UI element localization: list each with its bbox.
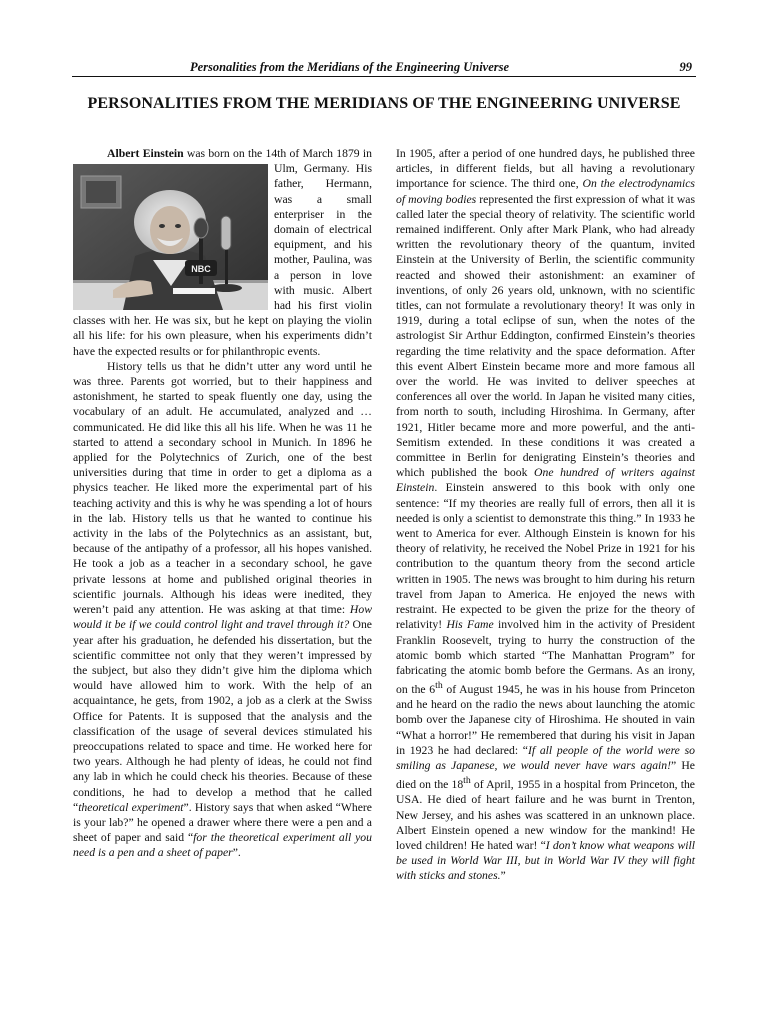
microphone-label: NBC — [191, 264, 211, 275]
paragraph-career: In 1905, after a period of one hundred days, he published three articles, in different fields, but all having a revolutionary importance for science. The third one, On the electrodynamics of moving bodies represented the first expression of what it was called later the special theory of relativity. The scientific world remained indifferent. Only after Mark Plank, who had already written the revolutionary theory of the quantum, invited Einstein at the University of Berlin, the scientific community reacted and showed their astonishment: an examiner of inventions, of only 26 years old, unknown, with no scientific titles, can not formulate a revolutionary theory! It was only in 1919, during a total eclipse of sun, when the notes of the astrologist Sir Arthur Eddington, confirmed Einstein’s theories regarding the time relativity and the space deformation. After this event Albert Einstein became more and more famous all over the world. He was invited to deliver speeches at conferences all over the world. In Japan he visited many cities, from north to south, including Hiroshima. In Germany, after 1921, Hitler became more and more powerful, and the anti-Semitism extended. In these conditions it was created a committee in Berlin for denigrating Einstein’s theories and which published the book One hundred of writers against Einstein. Einstein answered to this book with only one sentence: “If my theories are really full of errors, then all it is needed is only a scientist to demonstrate this thing.” In 1933 he went to America for ever. Although Einstein is known for his theory of relativity, he received the Nobel Prize in 1921 for his contribution to the quantum theory from the second article written in 1905. The news was brought to him during his return travel from Japan to America. He enjoyed the news with restraint. He expected to be given the prize for the theory of relativity! His Fame involved him in the activity of President Franklin Roosevelt, trying to hurry the construction of the atomic bomb which started “The Manhattan Program” for fabricating the atomic bomb before the Germans. As an irony, on the 6th of August 1945, he was in his house from Princeton and he heard on the radio the news about launching the atomic bomb over the Japanese city of Hiroshima. He shouted in vain “What a horror!” He remembered that during his visit in Japan in 1923 he had declared: “If all people of the world were so smiling as Japanese, we would never have wars again!” He died on the 18th of April, 1955 in a hospital from Princeton, the USA. He died of heart failure and he was burnt in Trenton, New Jersey, and his ashes was scattered in an unknown place. Albert Einstein opened a new window for the mankind! He loved children! He hated war! “I don’t know what weapons will be used in World War III, but in World War IV they will fight with sticks and stones.” — [396, 147, 696, 883]
pen-paper-quote: for the theoretical experiment all you need is a pen and a sheet of paper — [73, 831, 372, 860]
war-quote: I don’t know what weapons will be used in World War III, but in World War IV they will fight with sticks and stones. — [396, 838, 695, 883]
left-column — [73, 146, 372, 861]
running-title: Personalities from the Meridians of the Engineering Universe — [189, 60, 510, 74]
paragraph-intro: Albert Einstein NBC was born on the 14th of March 1879 in Ulm, Germany. His father, Hermann, was a small enterpriser in the domain of electrical equipment, and his mother, Paulina, was a person in love with music. Albert had his first violin classes with her. He was six, but he kept on playing the violin all his life: for his own pleasure, when his experiments didn’t have the expected results or for philanthropic events. — [73, 147, 372, 358]
method-name: theoretical experiment — [78, 800, 184, 814]
page-number: 99 — [679, 60, 692, 74]
running-header — [72, 60, 696, 77]
subject-name: Albert Einstein — [107, 147, 184, 160]
fame-phrase: His Fame — [446, 618, 494, 632]
einstein-photo-image — [73, 164, 268, 310]
paragraph-history: History tells us that he didn’t utter any word until he was three. Parents got worried, but to their happiness and astonishment, he started to speak fluently one day, using the vocabulary of an adult. He accumulated, analyzed and … communicated. He did like this all his life. When he was 11 he started to attend a secondary school in Munich. In 1896 he applied for the Polytechnics of Zurich, one of the best universities during that time in order to get a diploma as a physics teacher. He liked more the experimental part of his teaching activity and this is why he was spending a lot of hours in the lab. History tells us that he wanted to continue his activity in the labs of the Polytechnics as an assistant, but, because of the antipathy of a professor, all his hopes vanished. He took a job as a teacher in a secondary school, he gave private lessons at home and published original theories in scientific journals. Although his ideas were inedited, they weren’t paid any attention. He was asking at that time: How would it be if we could control light and travel through it? One year after his graduation, he defended his dissertation, but the scientific committee not only that they weren’t impressed by the subject, but also they didn’t give him the diploma which would have allowed him to work. With the help of an acquaintance, he gets, from 1902, a job as a clerk at the Swiss Office for Patents. It is supposed that the analysis and the classification of the usage of several devices stimulated his preoccupations related to space and time. He worked here for two years. Although he had plenty of ideas, he could not find any lab in which he could check his theories. Because of these conditions, he had to develop a method that he called “theoretical experiment”. History says that when asked “Where is your lab?” he opened a drawer where there were a pen and a sheet of paper and said “for the theoretical experiment all you need is a pen and a sheet of paper”. — [73, 359, 372, 860]
japan-quote: If all people of the world were so smiling as Japanese, we would never have wars again! — [396, 743, 695, 773]
question-quote: How would it be if we could control light and travel through it? — [73, 603, 372, 632]
book-name: One hundred of writers against Einstein — [396, 466, 696, 495]
right-column — [396, 146, 695, 884]
einstein-photo — [73, 164, 268, 310]
article-title: PERSONALITIES FROM THE MERIDIANS OF THE ENGINEERING UNIVERSE — [87, 95, 681, 112]
article-name: On the electrodynamics of moving bodies — [396, 177, 695, 206]
